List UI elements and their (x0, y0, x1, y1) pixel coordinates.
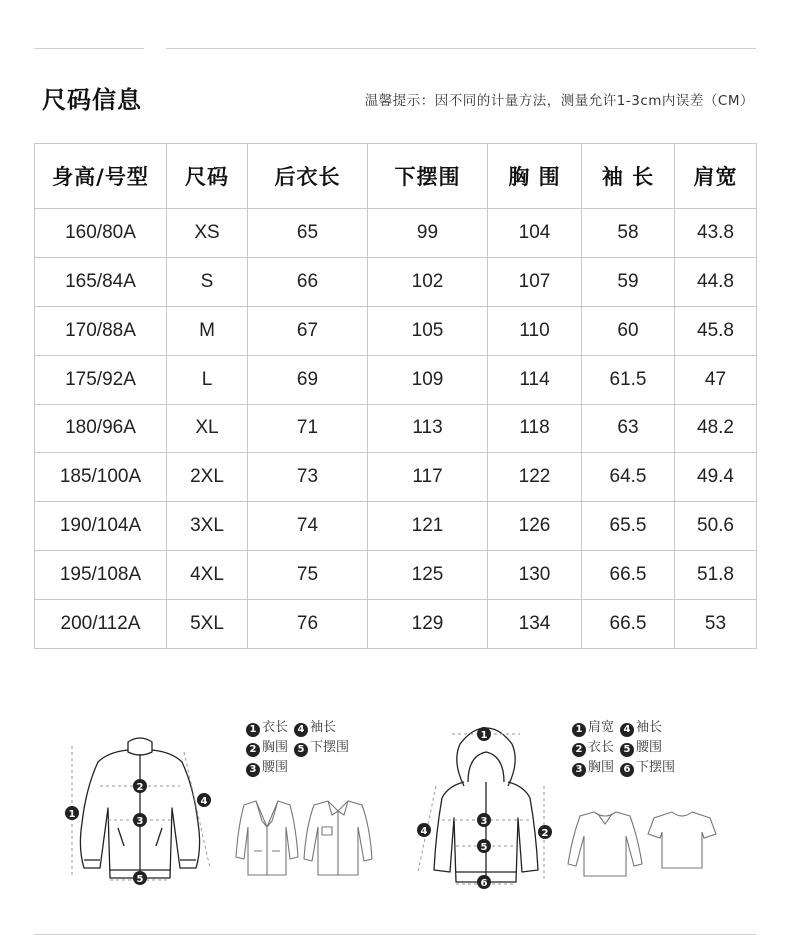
jacket-legend (246, 718, 349, 778)
table-cell: 49.4 (675, 453, 757, 502)
table-cell: 66.5 (582, 551, 675, 600)
legend-number-badge: 1 (572, 723, 586, 737)
size-table (34, 143, 757, 649)
table-cell: 195/108A (35, 551, 167, 600)
table-cell: 61.5 (582, 355, 675, 404)
table-row (35, 257, 757, 306)
table-row (35, 502, 757, 551)
table-cell: 113 (368, 404, 488, 453)
table-row (35, 404, 757, 453)
table-cell: 104 (488, 209, 582, 258)
table-row (35, 306, 757, 355)
blazer-icon (234, 797, 300, 879)
marker-5-text: 5 (136, 874, 144, 885)
legend-label: 肩宽 (588, 720, 615, 735)
table-cell: 126 (488, 502, 582, 551)
legend-row (246, 718, 349, 738)
table-cell: 53 (675, 600, 757, 649)
table-cell: 71 (248, 404, 368, 453)
table-cell: 58 (582, 209, 675, 258)
legend-label: 下摆围 (310, 740, 350, 755)
table-cell: 125 (368, 551, 488, 600)
legend-label: 胸围 (588, 760, 615, 775)
table-cell: 74 (248, 502, 368, 551)
table-cell: 59 (582, 257, 675, 306)
column-header: 胸 围 (488, 144, 582, 209)
table-cell: 175/92A (35, 355, 167, 404)
legend-label: 袖长 (636, 720, 663, 735)
table-cell: 50.6 (675, 502, 757, 551)
table-cell: 3XL (167, 502, 248, 551)
legend-row (246, 758, 349, 778)
table-cell: 65.5 (582, 502, 675, 551)
legend-number-badge: 3 (572, 763, 586, 777)
legend-number-badge: 3 (246, 763, 260, 777)
table-cell: 134 (488, 600, 582, 649)
table-cell: 160/80A (35, 209, 167, 258)
table-cell: 45.8 (675, 306, 757, 355)
top-rule-right (166, 48, 756, 49)
table-cell: 109 (368, 355, 488, 404)
hoodie-marker-4-text: 4 (420, 826, 428, 837)
table-cell: 170/88A (35, 306, 167, 355)
table-cell: 48.2 (675, 404, 757, 453)
table-cell: 66.5 (582, 600, 675, 649)
table-cell: 122 (488, 453, 582, 502)
table-cell: 118 (488, 404, 582, 453)
table-cell: 107 (488, 257, 582, 306)
table-cell: 130 (488, 551, 582, 600)
column-header: 尺码 (167, 144, 248, 209)
hoodie-marker-2-text: 2 (541, 828, 549, 839)
column-header: 后衣长 (248, 144, 368, 209)
table-cell: 76 (248, 600, 368, 649)
hoodie-legend (572, 718, 675, 778)
legend-label: 腰围 (262, 760, 289, 775)
table-cell: 114 (488, 355, 582, 404)
table-cell: M (167, 306, 248, 355)
table-cell: L (167, 355, 248, 404)
table-cell: 73 (248, 453, 368, 502)
legend-number-badge: 4 (294, 723, 308, 737)
table-row (35, 209, 757, 258)
table-body (35, 209, 757, 649)
longsleeve-tee-icon (566, 808, 644, 878)
page-title: 尺码信息 (42, 86, 142, 114)
column-header: 肩宽 (675, 144, 757, 209)
table-cell: 5XL (167, 600, 248, 649)
table-cell: XL (167, 404, 248, 453)
legend-row (572, 738, 675, 758)
table-cell: 64.5 (582, 453, 675, 502)
legend-row (246, 738, 349, 758)
table-cell: 44.8 (675, 257, 757, 306)
table-cell: 66 (248, 257, 368, 306)
legend-number-badge: 5 (620, 743, 634, 757)
column-header: 袖 长 (582, 144, 675, 209)
legend-number-badge: 5 (294, 743, 308, 757)
legend-number-badge: 6 (620, 763, 634, 777)
table-cell: 60 (582, 306, 675, 355)
marker-3-text: 3 (136, 816, 144, 827)
legend-row (572, 758, 675, 778)
hoodie-marker-6-text: 6 (480, 878, 488, 889)
column-header: 下摆围 (368, 144, 488, 209)
table-cell: 190/104A (35, 502, 167, 551)
table-row (35, 453, 757, 502)
table-cell: 200/112A (35, 600, 167, 649)
table-cell: 165/84A (35, 257, 167, 306)
table-cell: 180/96A (35, 404, 167, 453)
legend-label: 衣长 (262, 720, 289, 735)
table-cell: 63 (582, 404, 675, 453)
table-cell: 47 (675, 355, 757, 404)
table-cell: 4XL (167, 551, 248, 600)
top-rule-left (34, 48, 144, 49)
legend-label: 衣长 (588, 740, 615, 755)
table-row (35, 355, 757, 404)
jacket-collar-shape (128, 738, 152, 755)
legend-row (572, 718, 675, 738)
table-cell: 2XL (167, 453, 248, 502)
table-cell: 69 (248, 355, 368, 404)
marker-2-text: 2 (136, 782, 144, 793)
table-cell: 67 (248, 306, 368, 355)
marker-4-text: 4 (200, 796, 208, 807)
shirt-icon (302, 797, 374, 879)
sleeve-guide-line (184, 752, 210, 868)
tshirt-icon (646, 808, 718, 870)
marker-1-text: 1 (68, 809, 76, 820)
legend-number-badge: 4 (620, 723, 634, 737)
column-header: 身高/号型 (35, 144, 167, 209)
hoodie-marker-1-text: 1 (480, 730, 488, 741)
hoodie-measure-diagram (412, 722, 562, 894)
legend-number-badge: 1 (246, 723, 260, 737)
table-cell: 185/100A (35, 453, 167, 502)
table-cell: 110 (488, 306, 582, 355)
measurement-tip: 温馨提示：因不同的计量方法，测量允许1-3cm内误差（CM） (364, 93, 754, 109)
table-row (35, 600, 757, 649)
table-cell: 121 (368, 502, 488, 551)
legend-number-badge: 2 (572, 743, 586, 757)
table-cell: 65 (248, 209, 368, 258)
table-cell: S (167, 257, 248, 306)
table-row (35, 551, 757, 600)
table-cell: 43.8 (675, 209, 757, 258)
table-header-row (35, 144, 757, 209)
hoodie-marker-3-text: 3 (480, 816, 488, 827)
jacket-measure-diagram (60, 728, 230, 888)
table-cell: 75 (248, 551, 368, 600)
table-cell: 102 (368, 257, 488, 306)
legend-label: 腰围 (636, 740, 663, 755)
hoodie-face-opening (468, 752, 504, 782)
legend-label: 袖长 (310, 720, 337, 735)
legend-label: 下摆围 (636, 760, 676, 775)
hoodie-marker-5-text: 5 (480, 842, 488, 853)
table-cell: 99 (368, 209, 488, 258)
table-cell: XS (167, 209, 248, 258)
table-cell: 129 (368, 600, 488, 649)
legend-number-badge: 2 (246, 743, 260, 757)
table-cell: 117 (368, 453, 488, 502)
legend-label: 胸围 (262, 740, 289, 755)
table-cell: 105 (368, 306, 488, 355)
table-cell: 51.8 (675, 551, 757, 600)
